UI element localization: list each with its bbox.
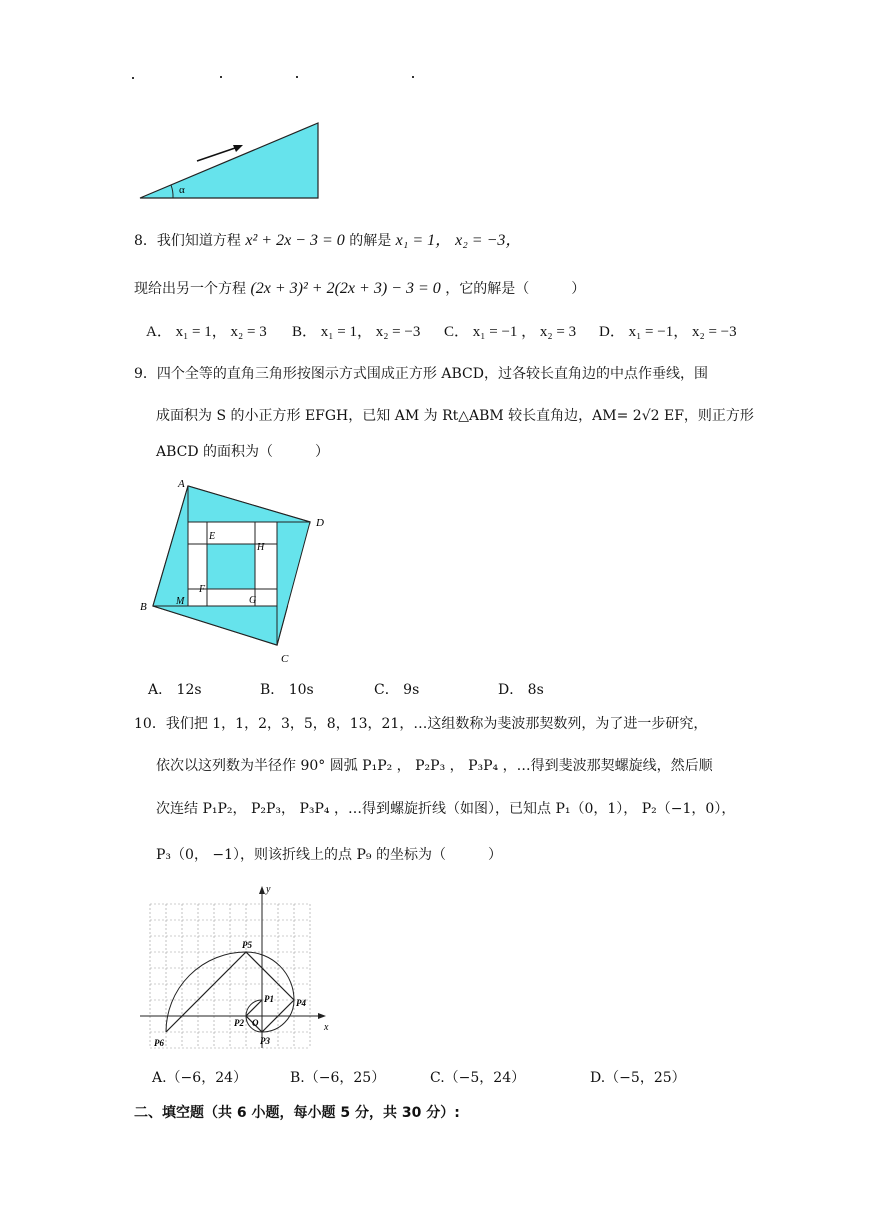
square-efgh [207,544,255,589]
q10-option-a[interactable]: A.（−6，24） [152,1070,248,1086]
q9-line3: ABCD 的面积为（ ） [156,444,330,460]
q9-option-b[interactable]: B． 10s [260,682,314,698]
q10-option-b[interactable]: B.（−6，25） [290,1070,386,1086]
q10-line2: 依次以这列数为半径作 90° 圆弧 P₁P₂ ， P₂P₃ ， P₃P₄ ，…得到斐波那契螺旋线，然后顺 [156,758,713,774]
q8-line2-prefix: 现给出另一个方程 [134,281,246,297]
arrow-head-icon [233,145,243,152]
q8-eq2: (2x + 3)² + 2(2x + 3) − 3 = 0 [250,280,441,297]
q8-option-d[interactable]: D． x₁ = −1， x₂ = −3 [599,324,737,340]
label-d: D [316,517,324,529]
y-arrow-icon [259,886,265,894]
label-h: H [257,542,265,553]
spiral-figure [140,880,340,1052]
q8-line2-suffix: ，它的解是（ ） [445,281,586,297]
incline-triangle [140,123,318,198]
q8-line1-prefix: 8．我们知道方程 [134,233,241,249]
x-label: x [324,1022,329,1033]
q9-option-d[interactable]: D． 8s [498,682,544,698]
stray-dot [132,77,134,79]
y-label: y [266,884,271,895]
label-p1: P1 [264,994,274,1004]
q9-option-a[interactable]: A． 12s [148,682,202,698]
label-g: G [249,595,257,606]
q10-option-c[interactable]: C.（−5，24） [430,1070,526,1086]
label-b: B [140,601,147,613]
stray-dot [220,76,222,78]
q9-line2: 成面积为 S 的小正方形 EFGH，已知 AM 为 Rt△ABM 较长直角边，AM= 2√2 EF，则正方形 [156,408,754,424]
q8-solution: x₁ = 1， x₂ = −3， [395,232,522,249]
q10-line4: P₃（0， −1），则该折线上的点 P₉ 的坐标为（ ） [156,847,502,863]
square-figure [135,474,335,664]
stray-dot [412,76,414,78]
angle-label: α [179,184,185,196]
q8-line2 [134,279,585,299]
grid [150,904,310,1048]
q10-line3: 次连结 P₁P₂， P₂P₃， P₃P₄ ，…得到螺旋折线（如图），已知点 P₁（0，1）， P₂（−1，0）， [156,801,736,817]
label-p5: P5 [242,940,252,950]
label-o: O [252,1018,259,1028]
label-e: E [209,531,216,542]
q8-option-b[interactable]: B． x₁ = 1， x₂ = −3 [292,324,421,340]
label-p3: P3 [260,1036,270,1046]
label-a: A [178,478,185,490]
q8-option-c[interactable]: C． x₁ = −1 ， x₂ = 3 [444,324,577,340]
triangle-top [188,486,310,522]
label-c: C [281,653,289,664]
label-p6: P6 [154,1038,164,1048]
label-p2: P2 [234,1018,244,1028]
q8-line1-mid: 的解是 [349,233,392,249]
label-p4: P4 [296,998,306,1008]
incline-figure [135,118,325,204]
triangle-left [153,486,188,606]
stray-dot [296,76,298,78]
q8-eq1: x² + 2x − 3 = 0 [245,232,345,249]
label-m: M [176,596,185,607]
q8-line1 [134,231,521,251]
label-f: F [199,584,206,595]
section-heading: 二、填空题（共 6 小题，每小题 5 分，共 30 分）: [134,1105,460,1121]
q10-line1: 10．我们把 1，1，2，3，5，8，13，21，…这组数称为斐波那契数列，为了进一步研究， [134,716,708,732]
x-arrow-icon [318,1013,326,1019]
q8-option-a[interactable]: A． x₁ = 1， x₂ = 3 [146,324,267,340]
q10-option-d[interactable]: D.（−5，25） [590,1070,686,1086]
triangle-bottom [153,606,277,645]
q9-option-c[interactable]: C． 9s [374,682,420,698]
q9-line1: 9．四个全等的直角三角形按图示方式围成正方形 ABCD，过各较长直角边的中点作垂线，围 [134,366,708,382]
